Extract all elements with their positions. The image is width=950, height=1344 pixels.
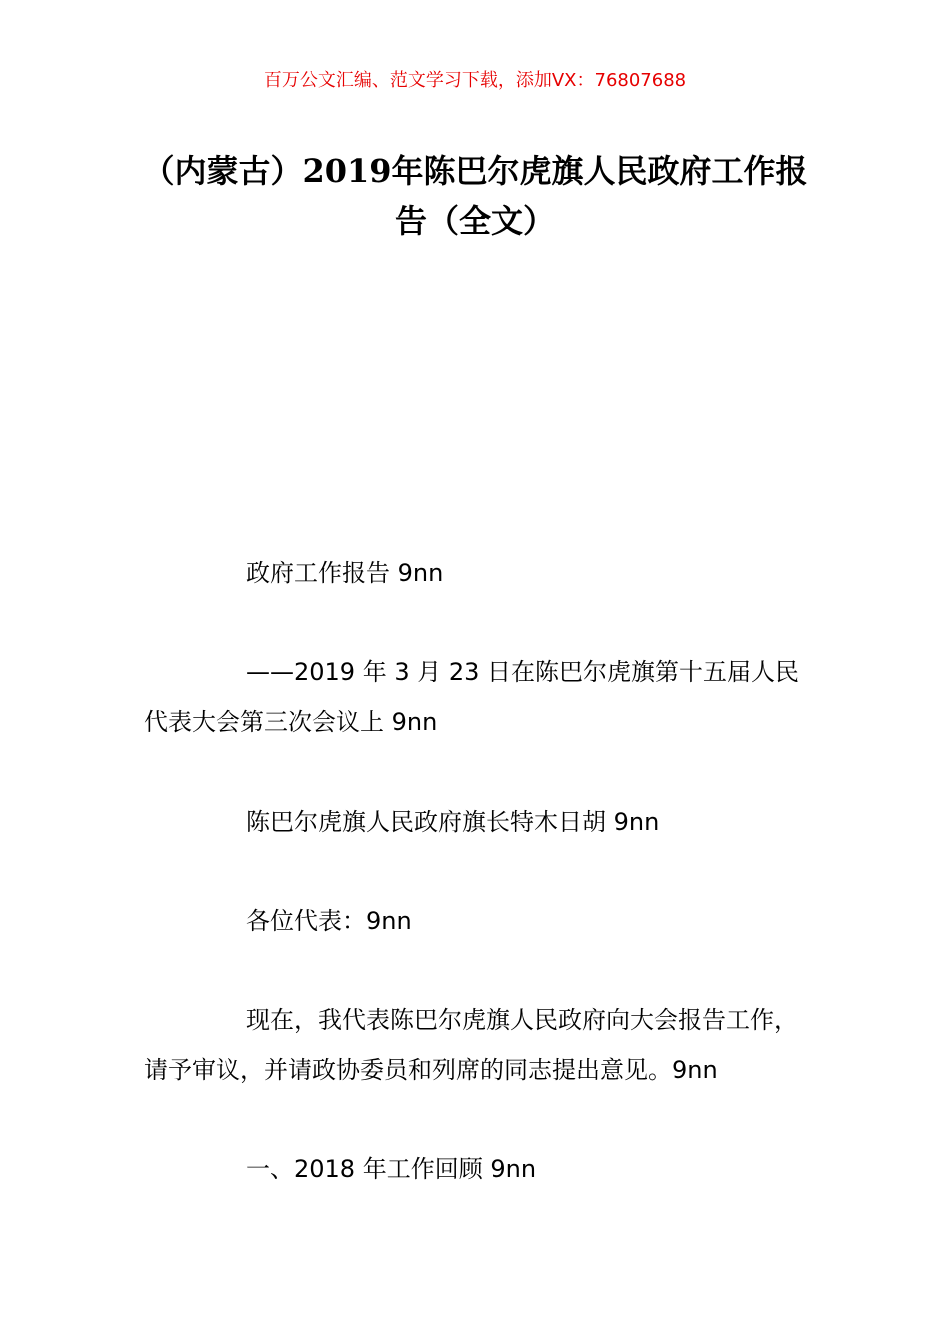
paragraph-report-heading: 政府工作报告 9nn	[246, 559, 444, 587]
header-note: 百万公文汇编、范文学习下载，添加VX：76807688	[263, 70, 687, 91]
paragraph-meeting-date: ——2019 年 3 月 23 日在陈巴尔虎旗第十五届人民代表大会第三次会议上 9nn	[144, 658, 800, 736]
section-heading-review: 一、2018 年工作回顾 9nn	[246, 1155, 537, 1183]
paragraph-introduction: 现在，我代表陈巴尔虎旗人民政府向大会报告工作，请予审议，并请政协委员和列席的同志提出意见。9nn	[144, 1006, 798, 1084]
paragraph-salutation: 各位代表：9nn	[246, 907, 412, 935]
paragraph-speaker: 陈巴尔虎旗人民政府旗长特木日胡 9nn	[246, 808, 660, 836]
document-title: （内蒙古）2019年陈巴尔虎旗人民政府工作报告（全文）	[142, 152, 808, 240]
